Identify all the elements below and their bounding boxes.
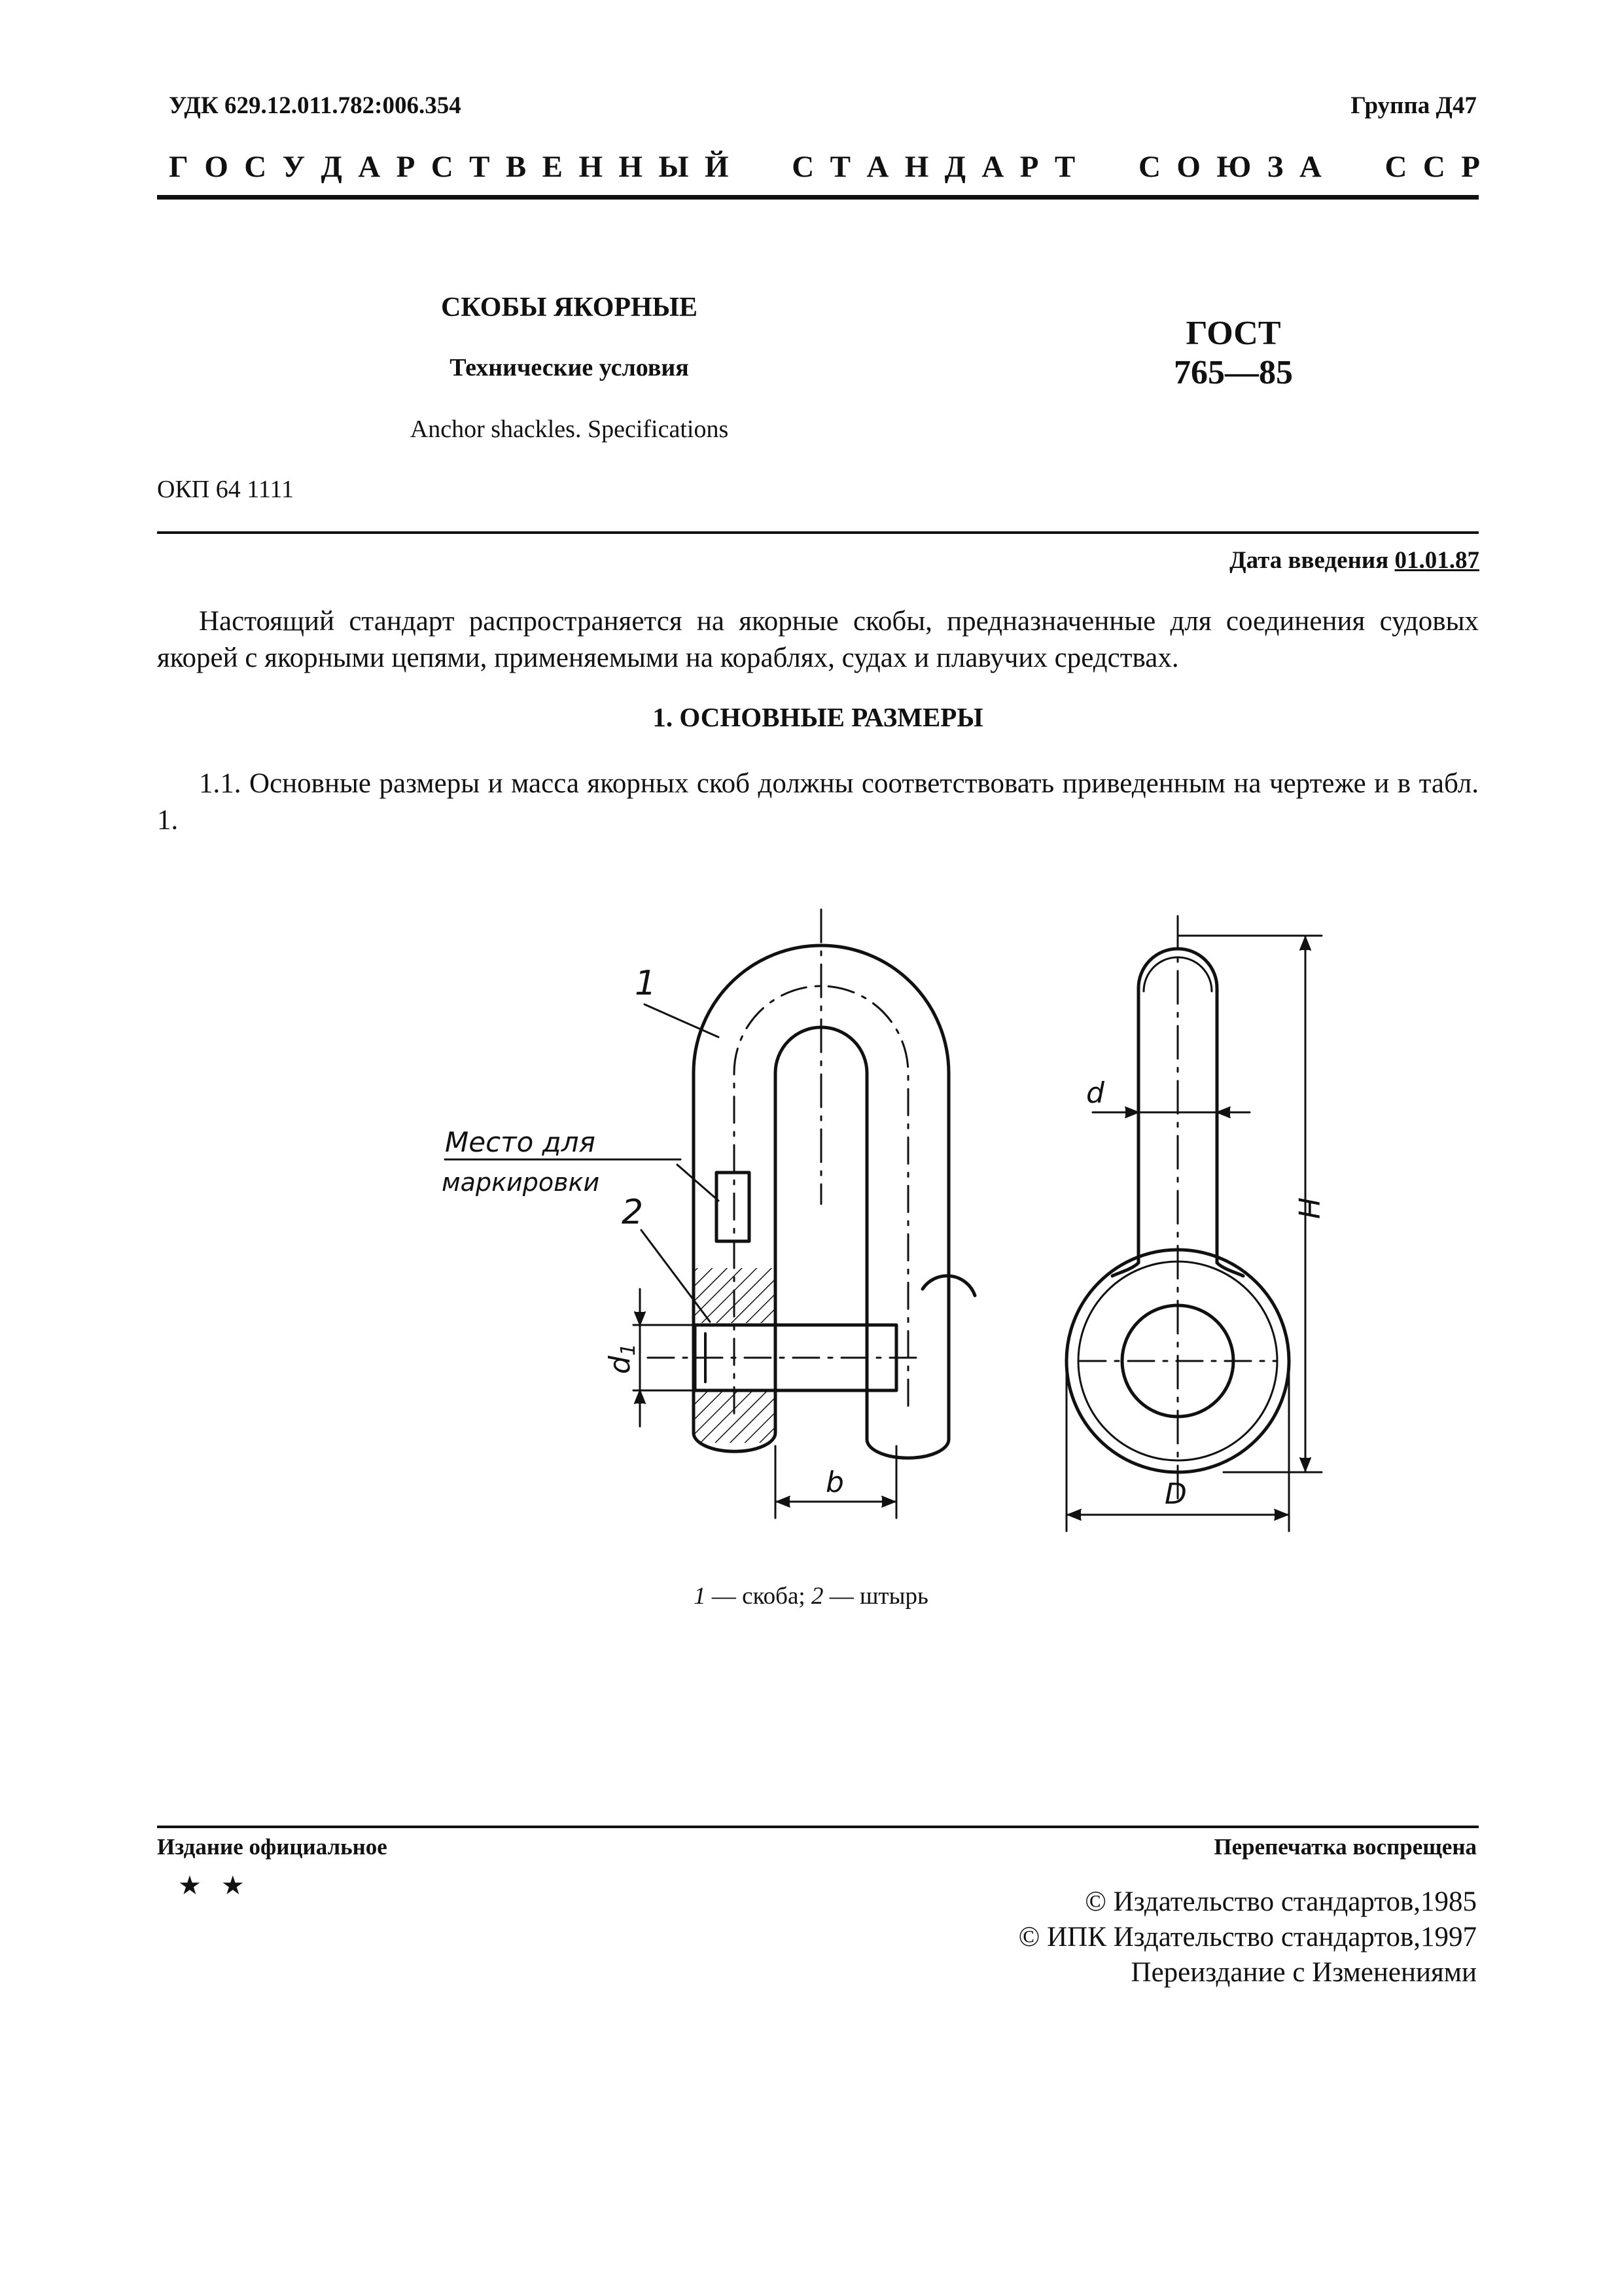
banner-letter: Н	[618, 150, 643, 184]
banner-letter: Й	[704, 150, 729, 184]
banner-letter: С	[1384, 150, 1407, 184]
group-code: Группа Д47	[1350, 92, 1477, 119]
reprint-prohibited: Перепечатка воспрещена	[1214, 1834, 1477, 1860]
H-arrow-bottom	[1300, 1458, 1311, 1471]
d1-label-main: d	[603, 1356, 637, 1374]
banner-letter: Н	[904, 150, 929, 184]
banner-letter: С	[792, 150, 815, 184]
leader-marking	[677, 1165, 718, 1201]
H-arrow-top	[1300, 937, 1311, 950]
banner-letter: О	[204, 150, 228, 184]
d1-arrow-top	[635, 1312, 645, 1325]
caption-text-2: — штырь	[823, 1583, 928, 1610]
banner-letter: В	[505, 150, 527, 184]
reissue-note: Переиздание с Изменениями	[1131, 1957, 1477, 1988]
banner-letter: Н	[578, 150, 603, 184]
shackle-drawing	[425, 903, 1328, 1570]
gost-label: ГОСТ	[1186, 315, 1281, 352]
banner-letter	[1361, 149, 1369, 185]
banner-letter: С	[431, 150, 453, 184]
banner-letter: Р	[396, 150, 415, 184]
copyright-1985: © Издательство стандартов,1985	[1085, 1886, 1477, 1917]
banner-letter: Т	[469, 150, 490, 184]
marking-label-line-1: Место для	[445, 1126, 595, 1158]
d1-arrow-bottom	[635, 1390, 645, 1404]
english-title: Anchor shackles. Specifications	[410, 415, 729, 443]
banner-letter: Ы	[658, 150, 689, 184]
banner-letter: Т	[1054, 150, 1076, 184]
title-rule	[157, 531, 1479, 534]
caption-number-1: 1	[694, 1583, 706, 1610]
b-arrow-right	[882, 1496, 895, 1507]
hatched-section-lower	[695, 1390, 774, 1443]
banner-letter: Р	[1461, 150, 1480, 184]
banner-letter	[1091, 149, 1099, 185]
gost-number: 765—85	[1174, 354, 1293, 391]
b-arrow-left	[777, 1496, 790, 1507]
introduction-date-label: Дата введения	[1229, 547, 1389, 574]
d1-label-sub: 1	[617, 1343, 640, 1356]
hatched-section-upper	[695, 1268, 774, 1323]
document-subtitle: Технические условия	[450, 354, 689, 381]
figure-caption	[0, 1582, 1622, 1610]
banner-letter: С	[1138, 150, 1161, 184]
banner-letter: Ю	[1216, 150, 1252, 184]
leader-1	[644, 1004, 718, 1037]
b-label: b	[826, 1466, 844, 1499]
d-arrow-right	[1217, 1107, 1230, 1118]
state-standard-banner	[169, 149, 1480, 185]
introduction-date	[1229, 546, 1479, 574]
banner-letter: А	[358, 150, 381, 184]
shackle-front-view	[633, 910, 975, 1518]
D-label: D	[1165, 1477, 1187, 1511]
D-arrow-left	[1068, 1510, 1081, 1520]
marking-area	[716, 1173, 749, 1241]
banner-letter: Е	[542, 150, 563, 184]
banner-letter: Т	[830, 150, 851, 184]
banner-letter: О	[1176, 150, 1201, 184]
banner-letter	[768, 149, 776, 185]
banner-letter: С	[1422, 150, 1445, 184]
D-arrow-right	[1275, 1510, 1288, 1520]
udk-code: УДК 629.12.011.782:006.354	[169, 92, 461, 119]
banner-letter: Д	[321, 150, 342, 184]
dimensions-paragraph: 1.1. Основные размеры и масса якорных скоб должны соответствовать приведенным на чертеже и в табл. 1.	[157, 768, 1479, 836]
banner-letter: А	[866, 150, 889, 184]
scope-paragraph: Настоящий стандарт распространяется на якорные скобы, предназначенные для соединения судовых якорей с якорными цепями, применяемыми на кораблях, судах и плавучих средствах.	[157, 606, 1479, 673]
banner-letter	[1337, 149, 1345, 185]
banner-letter: А	[981, 150, 1004, 184]
okp-code: ОКП 64 1111	[157, 476, 294, 503]
marking-label-line-2: маркировки	[442, 1168, 600, 1197]
right-leg-end	[867, 1420, 949, 1458]
caption-number-2: 2	[811, 1583, 824, 1610]
banner-letter: Р	[1019, 150, 1039, 184]
banner-letter	[1115, 149, 1123, 185]
d1-label	[603, 1343, 640, 1374]
banner-letter: У	[282, 150, 306, 184]
section-heading: 1. ОСНОВНЫЕ РАЗМЕРЫ	[652, 702, 983, 732]
header-rule	[157, 195, 1479, 200]
banner-letter: Г	[169, 150, 188, 184]
H-label: H	[1292, 1197, 1325, 1220]
caption-text-1: — скоба;	[705, 1583, 811, 1610]
d-label: d	[1086, 1076, 1104, 1110]
document-title: СКОБЫ ЯКОРНЫЕ	[441, 292, 697, 323]
stars-mark: ★★	[178, 1871, 264, 1900]
copyright-1997: © ИПК Издательство стандартов,1997	[1018, 1922, 1477, 1952]
banner-letter: С	[244, 150, 267, 184]
label-2: 2	[622, 1193, 644, 1232]
label-1: 1	[635, 964, 657, 1003]
banner-letter: Д	[944, 150, 966, 184]
introduction-date-value: 01.01.87	[1394, 547, 1479, 574]
banner-letter	[745, 149, 752, 185]
banner-letter: А	[1299, 150, 1322, 184]
official-edition: Издание официальное	[157, 1834, 387, 1860]
banner-letter: З	[1267, 150, 1284, 184]
footer-rule	[157, 1826, 1479, 1828]
d-arrow-left	[1125, 1107, 1138, 1118]
shackle-side-view	[1067, 916, 1322, 1531]
